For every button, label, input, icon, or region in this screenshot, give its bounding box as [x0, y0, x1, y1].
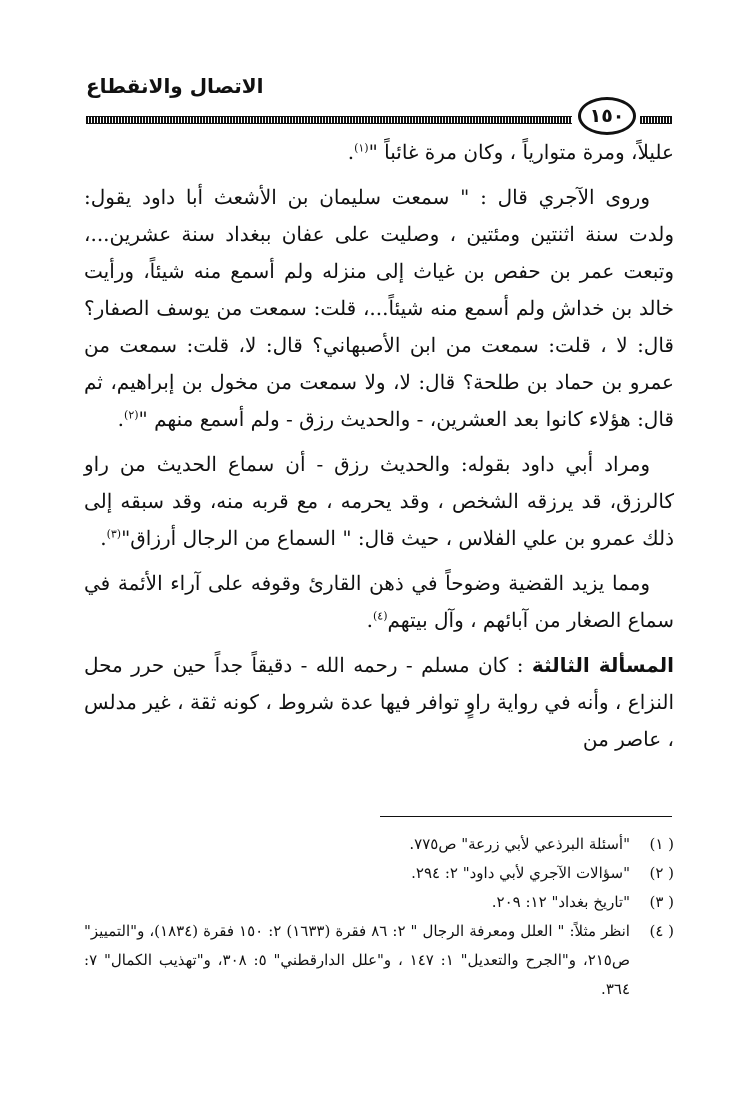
footnote-ref-4[interactable]: (٤) [372, 609, 388, 623]
footnote-text: "تاريخ بغداد" ١٢: ٢٠٩. [491, 893, 630, 911]
footnote-text: "سؤالات الآجري لأبي داود" ٢: ٢٩٤. [411, 864, 630, 882]
footnote-number: ( ٢) [649, 864, 674, 882]
paragraph-4: ومما يزيد القضية وضوحاً في ذهن القارئ وقوفه على آراء الأئمة في سماع الصغار من آبائهم ، وآل بيتهم$^{(٤)}$. [84, 571, 674, 632]
footnote-item [84, 917, 674, 1004]
footnote-item [84, 830, 674, 859]
footnote-ref-1[interactable]: (١) [354, 141, 369, 155]
paragraph-1: عليلاً، ومرة متوارياً ، وكان مرة غائباً "$^{(١)}$. [347, 140, 674, 164]
body-text [84, 134, 674, 766]
footnote-number: ( ١) [649, 835, 674, 853]
footnote-item [84, 859, 674, 888]
footnote-text: "أسئلة البرذعي لأبي زرعة" ص٧٧٥. [409, 835, 630, 853]
footnote-number: ( ٤) [649, 922, 674, 940]
footnote-text: انظر مثلاً: " العلل ومعرفة الرجال " ٢: ٨٦ فقرة (١٦٣٣) ٢: ١٥٠ فقرة (١٨٣٤)، و"التمييز" ص٢١٥، و"الجرح والتعديل" ١: ١٤٧ ، و"علل الدارقطني" ٥: ٣٠٨، و"تهذيب الكمال" ٧: ٣٦٤. [84, 922, 630, 998]
footnote-separator [380, 816, 672, 817]
footnote-ref-2[interactable]: (٢) [124, 408, 139, 422]
header-rule [86, 116, 572, 124]
page-number: ١٥٠ [578, 97, 636, 135]
footnotes [84, 830, 674, 1004]
issue-heading: المسألة الثالثة [531, 653, 675, 677]
header-rule-end [640, 116, 672, 124]
running-header-title: الاتصال والانقطاع [86, 74, 264, 98]
footnote-ref-3[interactable]: (٣) [106, 527, 122, 541]
paragraph-2: وروى الآجري قال : " سمعت سليمان بن الأشعث أبا داود يقول: ولدت سنة اثنتين ومئتين ، وصليت على عفان ببغداد سنة عشرين...، وتبعت عمر بن حفص بن غياث إلى منزله ولم أسمع منه شيئاً، ورأيت خالد بن خداش ولم أسمع منه شيئاً...، قلت: سمعت من يوسف الصفار؟ قال: لا ، قلت: سمعت من ابن الأصبهاني؟ قال: لا، قلت: سمعت من عمرو بن حماد بن طلحة؟ قال: لا، ولا سمعت من مخول بن إبراهيم، ثم قال: هؤلاء كانوا بعد العشرين، - والحديث رزق - ولم أسمع منهم "$^{(٢)}$. [84, 185, 674, 431]
footnote-item [84, 888, 674, 917]
paragraph-5: المسألة الثالثة : كان مسلم - رحمه الله - دقيقاً جداً حين حرر محل النزاع ، وأنه في رواية راوٍ توافر فيها عدة شروط ، كونه ثقة ، غير مدلس ، عاصر من [84, 653, 675, 751]
footnote-number: ( ٣) [649, 893, 674, 911]
paragraph-3: ومراد أبي داود بقوله: والحديث رزق - أن سماع الحديث من راو كالرزق، قد يرزقه الشخص ، وقد يحرمه ، مع قربه منه، وقد سبقه إلى ذلك عمرو بن علي الفلاس ، حيث قال: " السماع من الرجال أرزاق"$^{(٣)}$. [84, 452, 674, 550]
